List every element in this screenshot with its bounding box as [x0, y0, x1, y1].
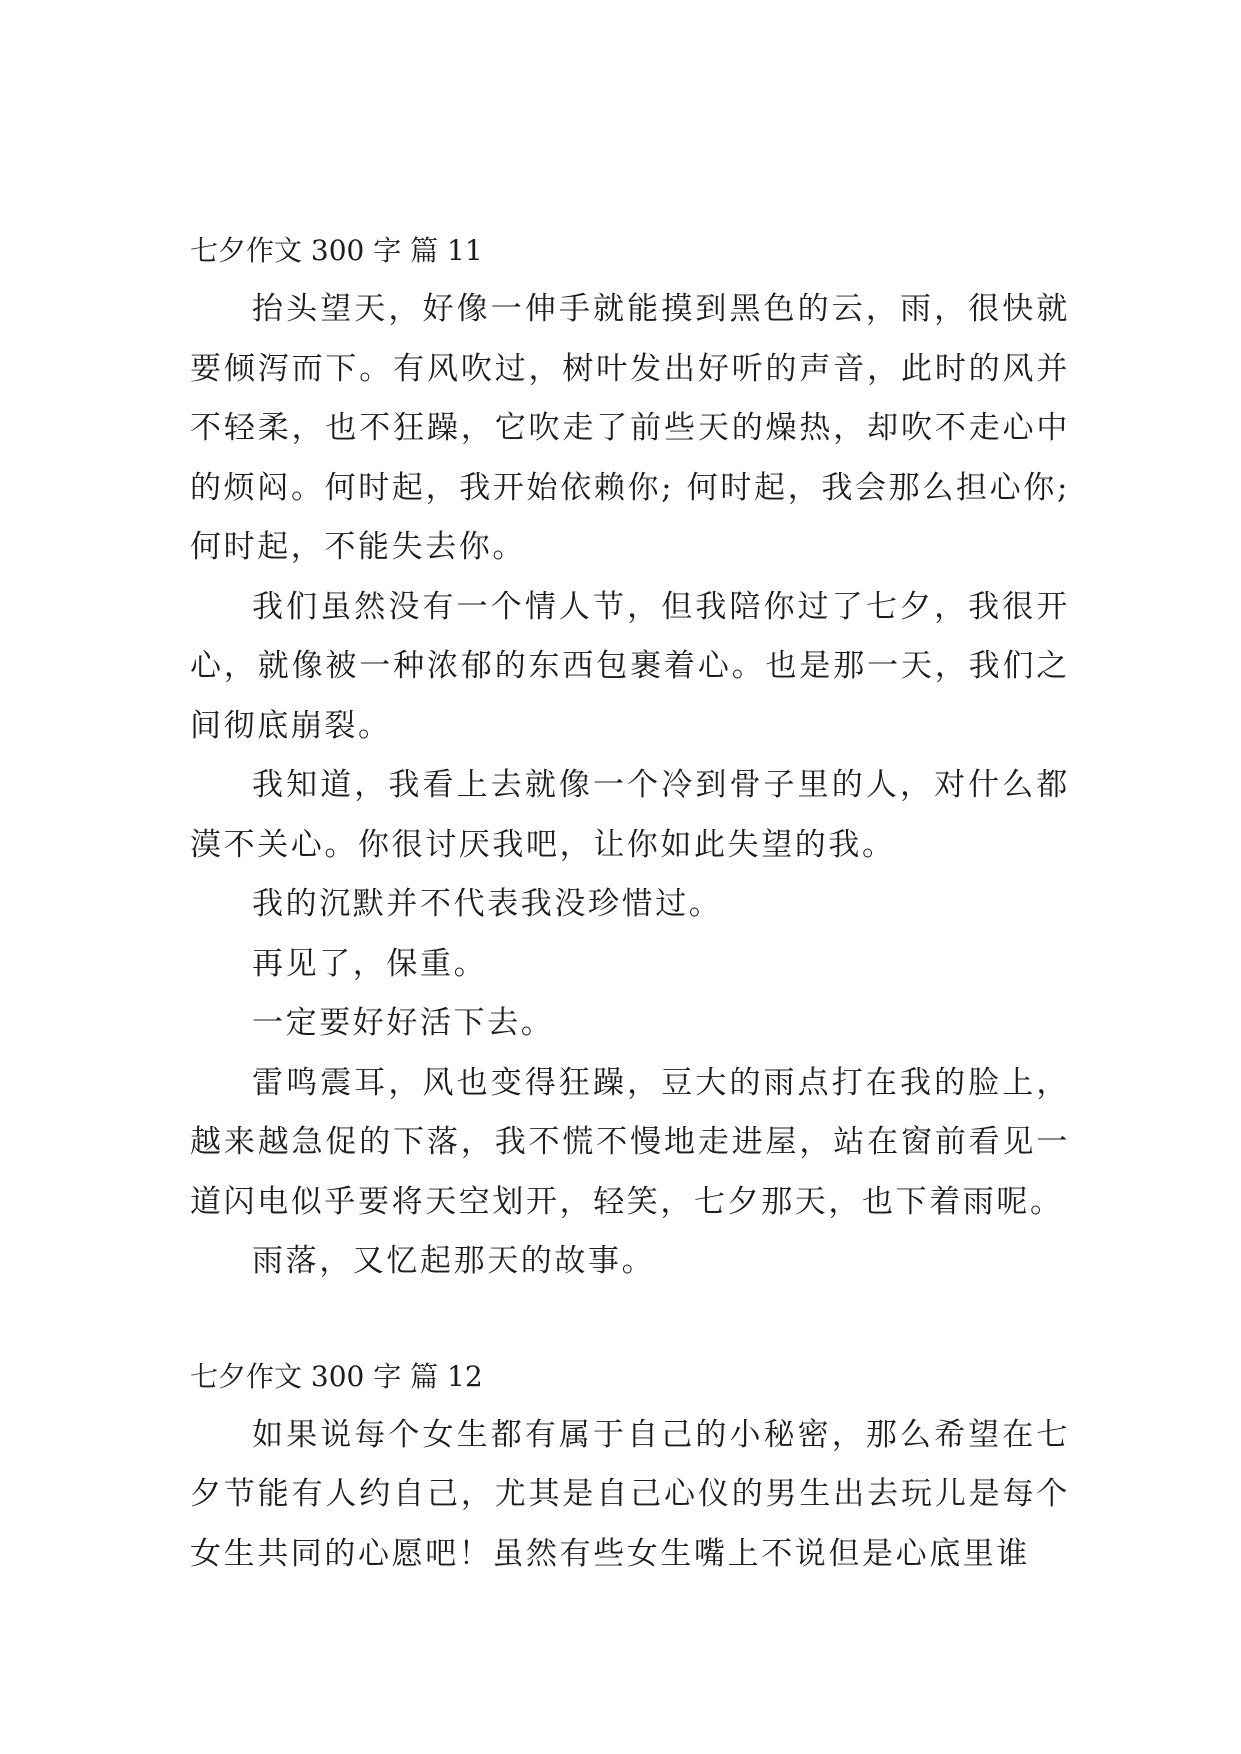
- paragraph: 雷鸣震耳，风也变得狂躁，豆大的雨点打在我的脸上，越来越急促的下落，我不慌不慢地走进屋，站在窗前看见一道闪电似乎要将天空划开，轻笑，七夕那天，也下着雨呢。: [190, 1064, 1070, 1220]
- paragraph: 我们虽然没有一个情人节，但我陪你过了七夕，我很开心，就像被一种浓郁的东西包裹着心。也是那一天，我们之间彻底崩裂。: [190, 588, 1070, 744]
- section-title: 七夕作文 300 字 篇 12: [190, 1359, 483, 1393]
- paragraph: 我的沉默并不代表我没珍惜过。: [252, 886, 723, 922]
- paragraph: 如果说每个女生都有属于自己的小秘密，那么希望在七夕节能有人约自己，尤其是自己心仪的男生出去玩儿是每个女生共同的心愿吧！虽然有些女生嘴上不说但是心底里谁: [190, 1416, 1070, 1572]
- section-title: 七夕作文 300 字 篇 11: [190, 234, 483, 267]
- paragraph: 再见了，保重。: [252, 945, 488, 982]
- section-spacer: [190, 1292, 1070, 1348]
- paragraph: 抬头望天，好像一伸手就能摸到黑色的云，雨，很快就要倾泻而下。有风吹过，树叶发出好听的声音，此时的风并不轻柔，也不狂躁，它吹走了前些天的燥热，却吹不走心中的烦闷。何时起，我开始依赖你; 何时起，我会那么担心你; 何时起，不能失去你。: [190, 291, 1070, 565]
- paragraph: 雨落，又忆起那天的故事。: [252, 1243, 656, 1279]
- paragraph: 一定要好好活下去。: [252, 1005, 555, 1041]
- essay-section-11: [190, 222, 1070, 1292]
- paragraph: 我知道，我看上去就像一个冷到骨子里的人，对什么都漠不关心。你很讨厌我吧，让你如此失望的我。: [190, 767, 1070, 863]
- document-body: [190, 222, 1070, 1584]
- essay-section-12: [190, 1348, 1070, 1585]
